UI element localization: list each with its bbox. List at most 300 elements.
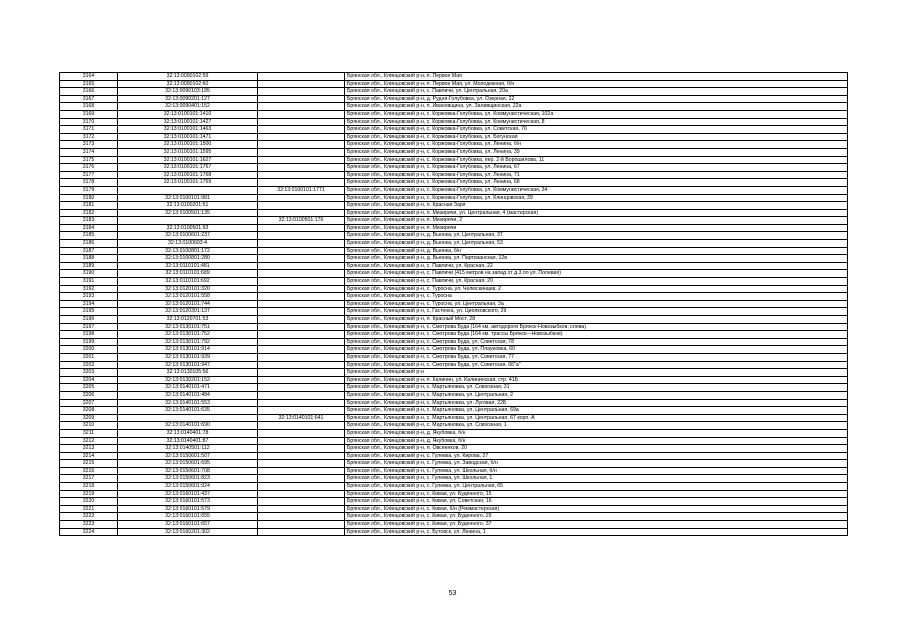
cadastral-number-alt-cell — [258, 80, 345, 88]
cadastral-number-alt-cell — [258, 156, 345, 164]
table-row — [60, 384, 848, 392]
table-body — [60, 73, 848, 536]
row-number-cell: 3189 — [60, 262, 118, 270]
row-number-cell: 3173 — [60, 141, 118, 149]
table-row — [60, 521, 848, 529]
cadastral-number-alt-cell — [258, 475, 345, 483]
table-row — [60, 505, 848, 513]
cadastral-number-cell: 32:13:0130101:752 — [118, 331, 258, 339]
address-cell: Брянская обл., Клинцовский р-н, с. Киваи, ул. Буденного, 37 — [345, 521, 848, 529]
table-row — [60, 209, 848, 217]
cadastral-number-cell: 32:13:0110101:481 — [118, 262, 258, 270]
address-cell: Брянская обл., Клинцовский р-н, с. Коржовка-Голубовка, пер. 2-й Ворошилова, 11 — [345, 156, 848, 164]
row-number-cell: 3203 — [60, 369, 118, 377]
cadastral-number-cell: 32:13:0100603:4 — [118, 240, 258, 248]
row-number-cell: 3213 — [60, 445, 118, 453]
cadastral-number-alt-cell — [258, 240, 345, 248]
row-number-cell: 3211 — [60, 429, 118, 437]
cadastral-number-alt-cell — [258, 483, 345, 491]
address-cell: Брянская обл., Клинцовский р-н — [345, 369, 848, 377]
table-row — [60, 338, 848, 346]
row-number-cell: 3185 — [60, 232, 118, 240]
row-number-cell: 3214 — [60, 452, 118, 460]
table-row — [60, 202, 848, 210]
cadastral-number-alt-cell — [258, 429, 345, 437]
cadastral-number-cell: 32:13:0100601:237 — [118, 232, 258, 240]
cadastral-number-alt-cell — [258, 338, 345, 346]
address-cell: Брянская обл., Клинцовский р-н, д. Вьюнка, ул. Партизанская, 12в — [345, 255, 848, 263]
address-cell: Брянская обл., Клинцовский р-н, с. Туросна — [345, 293, 848, 301]
address-cell: Брянская обл., Клинцовский р-н, д. Якубовка, б/н — [345, 429, 848, 437]
address-cell: Брянская обл., Клинцовский р-н, с. Киваи, б/н (Реммастерская) — [345, 505, 848, 513]
row-number-cell: 3188 — [60, 255, 118, 263]
row-number-cell: 3215 — [60, 460, 118, 468]
cadastral-number-cell: 32:13:0100101:1767 — [118, 164, 258, 172]
cadastral-number-alt-cell — [258, 498, 345, 506]
cadastral-number-alt-cell — [258, 407, 345, 415]
table-row — [60, 262, 848, 270]
cadastral-number-cell: 32:13:0130101:792 — [118, 338, 258, 346]
address-cell: Брянская обл., Клинцовский р-н, с. Коржовка-Голубовка, ул. Коммунистическая, 34 — [345, 186, 848, 194]
cadastral-number-cell: 32:13:0090102:60 — [118, 80, 258, 88]
cadastral-number-alt-cell — [258, 452, 345, 460]
cadastral-number-cell: 32:13:0100101:1427 — [118, 118, 258, 126]
row-number-cell: 3206 — [60, 391, 118, 399]
cadastral-number-cell: 32:13:0130101:751 — [118, 323, 258, 331]
address-cell: Брянская обл., Клинцовский р-н, с. Мартьяновка, ул. Совхозная, 31 — [345, 384, 848, 392]
table-row — [60, 73, 848, 81]
table-row — [60, 88, 848, 96]
cadastral-number-alt-cell — [258, 384, 345, 392]
address-cell: Брянская обл., Клинцовский р-н, с. Коржовка-Голубовка, ул. Ленина, 71 — [345, 171, 848, 179]
table-row — [60, 148, 848, 156]
address-cell: Брянская обл., Клинцовский р-н, с. Коржовка-Голубовка, ул. Богунская — [345, 133, 848, 141]
table-row — [60, 118, 848, 126]
cadastral-number-cell: 32:13:0110101:689 — [118, 270, 258, 278]
table-row — [60, 346, 848, 354]
address-cell: Брянская обл., Клинцовский р-н, с. Киваи, ул. Буденного, 15 — [345, 490, 848, 498]
table-row — [60, 399, 848, 407]
cadastral-number-cell: 32:13:0140101:690 — [118, 422, 258, 430]
cadastral-number-alt-cell — [258, 285, 345, 293]
row-number-cell: 3193 — [60, 293, 118, 301]
table-row — [60, 300, 848, 308]
cadastral-number-alt-cell: 32:13:0100101:1771 — [258, 186, 345, 194]
cadastral-number-cell: 32:13:0100501:135 — [118, 209, 258, 217]
row-number-cell: 3191 — [60, 278, 118, 286]
page-number: 53 — [448, 590, 457, 597]
cadastral-number-cell: 32:13:0100801:172 — [118, 247, 258, 255]
row-number-cell: 3197 — [60, 323, 118, 331]
address-cell: Брянская обл., Клинцовский р-н, с. Павличи, ул. Красная, 20 — [345, 278, 848, 286]
cadastral-number-cell: 32:13:0130101:914 — [118, 346, 258, 354]
address-cell: Брянская обл., Клинцовский р-н, с. Коржовка-Голубовка, ул. Ленина, б/н — [345, 141, 848, 149]
cadastral-number-alt-cell — [258, 73, 345, 81]
cadastral-number-cell: 32:13:0140101:635 — [118, 407, 258, 415]
table-row — [60, 95, 848, 103]
address-cell: Брянская обл., Клинцовский р-н, с. Смотрова Буда, ул. Советская, 66"а" — [345, 361, 848, 369]
cadastral-number-cell: 32:13:0100101:1463 — [118, 126, 258, 134]
address-cell: Брянская обл., Клинцовский р-н, д. Рудня-Голубовка, ул. Озерная, 22 — [345, 95, 848, 103]
cadastral-number-alt-cell — [258, 179, 345, 187]
cadastral-number-cell: 32:13:0100101:1595 — [118, 148, 258, 156]
address-cell: Брянская обл., Клинцовский р-н, п. Овсеенков, 20 — [345, 445, 848, 453]
cadastral-number-cell: 32:13:0160101:655 — [118, 513, 258, 521]
table-row — [60, 164, 848, 172]
row-number-cell: 3198 — [60, 331, 118, 339]
address-cell: Брянская обл., Клинцовский р-н, п. Мизиричи, ул. Центральная, 4 (мастерская) — [345, 209, 848, 217]
cadastral-number-cell: 32:13:0120701:53 — [118, 316, 258, 324]
row-number-cell: 3165 — [60, 80, 118, 88]
cadastral-number-alt-cell — [258, 323, 345, 331]
row-number-cell: 3181 — [60, 202, 118, 210]
cadastral-number-cell: 32:13:0130101:947 — [118, 361, 258, 369]
cadastral-number-cell: 32:13:0130105:56 — [118, 369, 258, 377]
table-row — [60, 407, 848, 415]
cadastral-number-alt-cell — [258, 490, 345, 498]
address-cell: Брянская обл., Клинцовский р-н, п. Ивановщина, ул. Заливщинская, 22а — [345, 103, 848, 111]
address-cell: Брянская обл., Клинцовский р-н, с. Павличи (415 метров на запад от д.3 по ул. Полевая) — [345, 270, 848, 278]
property-table — [59, 72, 848, 536]
row-number-cell: 3216 — [60, 467, 118, 475]
address-cell: Брянская обл., Клинцовский р-н, д. Якубовка, б/н — [345, 437, 848, 445]
address-cell: Брянская обл., Клинцовский р-н, с. Коржовка-Голубовка, ул. Ленина, 39 — [345, 148, 848, 156]
table-row — [60, 133, 848, 141]
cadastral-number-alt-cell — [258, 505, 345, 513]
cadastral-number-alt-cell — [258, 224, 345, 232]
cadastral-number-cell: 32:13:0150601:695 — [118, 460, 258, 468]
table-row — [60, 513, 848, 521]
cadastral-number-alt-cell — [258, 445, 345, 453]
row-number-cell: 3199 — [60, 338, 118, 346]
cadastral-number-cell: 32:13:0120101:744 — [118, 300, 258, 308]
row-number-cell: 3166 — [60, 88, 118, 96]
address-cell: Брянская обл., Клинцовский р-н, с. Коржовка-Голубовка, ул. Ленина, 68 — [345, 179, 848, 187]
table-row — [60, 255, 848, 263]
row-number-cell: 3164 — [60, 73, 118, 81]
row-number-cell: 3194 — [60, 300, 118, 308]
address-cell: Брянская обл., Клинцовский р-н, с. Коржовка-Голубовка, ул. Ленина, 67 — [345, 164, 848, 172]
row-number-cell: 3169 — [60, 110, 118, 118]
table-row — [60, 323, 848, 331]
table-row — [60, 361, 848, 369]
cadastral-number-cell: 32:13:0090103:195 — [118, 88, 258, 96]
cadastral-number-cell: 32:13:0120101:320 — [118, 285, 258, 293]
address-cell: Брянская обл., Клинцовский р-н, с. Киваи, ул. Советская, 16 — [345, 498, 848, 506]
cadastral-number-alt-cell — [258, 278, 345, 286]
row-number-cell: 3202 — [60, 361, 118, 369]
table-row — [60, 126, 848, 134]
row-number-cell: 3222 — [60, 513, 118, 521]
cadastral-number-alt-cell — [258, 88, 345, 96]
cadastral-number-alt-cell — [258, 422, 345, 430]
table-row — [60, 452, 848, 460]
address-cell: Брянская обл., Клинцовский р-н, с. Коржовка-Голубовка, ул. Коммунистическая, 102а — [345, 110, 848, 118]
table-row — [60, 422, 848, 430]
table-row — [60, 240, 848, 248]
row-number-cell: 3221 — [60, 505, 118, 513]
cadastral-number-alt-cell — [258, 141, 345, 149]
cadastral-number-cell: 32:13:0160101:657 — [118, 521, 258, 529]
table-row — [60, 376, 848, 384]
cadastral-number-cell: 32:13:0150601:708 — [118, 467, 258, 475]
address-cell: Брянская обл., Клинцовский р-н, с. Смотрова Буда (164 км. трассы Брянск—Новозыбков) — [345, 331, 848, 339]
table-row — [60, 483, 848, 491]
table-row — [60, 156, 848, 164]
cadastral-number-alt-cell — [258, 308, 345, 316]
address-cell: Брянская обл., Клинцовский р-н, п. Красный Мост, 28 — [345, 316, 848, 324]
table-row — [60, 186, 848, 194]
address-cell: Брянская обл., Клинцовский р-н, с. Смотрова Буда, ул. Плауновка, 60 — [345, 346, 848, 354]
address-cell: Брянская обл., Клинцовский р-н, с. Павличи, ул. Центральная, 20а — [345, 88, 848, 96]
table-row — [60, 369, 848, 377]
row-number-cell: 3175 — [60, 156, 118, 164]
cadastral-number-alt-cell — [258, 316, 345, 324]
cadastral-number-cell: 32:13:0090201:127 — [118, 95, 258, 103]
cadastral-number-alt-cell — [258, 148, 345, 156]
row-number-cell: 3217 — [60, 475, 118, 483]
row-number-cell: 3180 — [60, 194, 118, 202]
address-cell: Брянская обл., Клинцовский р-н, с. Гулевка, ул. Центральная, 65 — [345, 483, 848, 491]
address-cell: Брянская обл., Клинцовский р-н, п. Калинин, ул. Калининская, стр. 41Б — [345, 376, 848, 384]
table-row — [60, 467, 848, 475]
address-cell: Брянская обл., Клинцовский р-н, с. Гастенка, ул. Циолковского, 29 — [345, 308, 848, 316]
cadastral-number-cell: 32:13:0140101:553 — [118, 399, 258, 407]
cadastral-number-alt-cell — [258, 361, 345, 369]
table-row — [60, 270, 848, 278]
address-cell: Брянская обл., Клинцовский р-н, д. Вьюнка, б/н — [345, 247, 848, 255]
row-number-cell: 3178 — [60, 179, 118, 187]
cadastral-number-cell: 32:13:0130101:939 — [118, 353, 258, 361]
table-row — [60, 103, 848, 111]
cadastral-number-alt-cell — [258, 353, 345, 361]
row-number-cell: 3168 — [60, 103, 118, 111]
address-cell: Брянская обл., Клинцовский р-н, с. Туросна, ул. Челюскинцев, 2 — [345, 285, 848, 293]
table-row — [60, 353, 848, 361]
cadastral-number-cell: 32:13:0130201:152 — [118, 376, 258, 384]
cadastral-number-alt-cell — [258, 126, 345, 134]
address-cell: Брянская обл., Клинцовский р-н, с. Смотрова Буда (164 км. автодороги Брянск-Новозыбков, слева) — [345, 323, 848, 331]
cadastral-number-alt-cell — [258, 270, 345, 278]
cadastral-number-cell: 32:13:0140401:78 — [118, 429, 258, 437]
table-row — [60, 278, 848, 286]
table-row — [60, 490, 848, 498]
row-number-cell: 3223 — [60, 521, 118, 529]
table-row — [60, 460, 848, 468]
cadastral-number-cell: 32:13:0140101:471 — [118, 384, 258, 392]
address-cell: Брянская обл., Клинцовский р-н, с. Павличи, ул. Красная, 22 — [345, 262, 848, 270]
table-row — [60, 429, 848, 437]
address-cell: Брянская обл., Клинцовский р-н, с. Коржовка-Голубовка, ул. Советская, 70 — [345, 126, 848, 134]
cadastral-number-alt-cell — [258, 262, 345, 270]
address-cell: Брянская обл., Клинцовский р-н, с. Гулевка, ул. Заводская, б/н — [345, 460, 848, 468]
table-row — [60, 316, 848, 324]
table-row — [60, 437, 848, 445]
table-row — [60, 475, 848, 483]
row-number-cell: 3186 — [60, 240, 118, 248]
cadastral-number-cell: 32:13:0100101:1410 — [118, 110, 258, 118]
row-number-cell: 3182 — [60, 209, 118, 217]
row-number-cell: 3190 — [60, 270, 118, 278]
address-cell: Брянская обл., Клинцовский р-н, с. Киваи, ул. Буденного, 29 — [345, 513, 848, 521]
address-cell: Брянская обл., Клинцовский р-н, п. Первое Мая — [345, 73, 848, 81]
address-cell: Брянская обл., Клинцовский р-н, п. Красная Заря — [345, 202, 848, 210]
row-number-cell: 3201 — [60, 353, 118, 361]
address-cell: Брянская обл., Клинцовский р-н, с. Бутовск, ул. Ленина, 1 — [345, 528, 848, 536]
row-number-cell: 3172 — [60, 133, 118, 141]
table-row — [60, 285, 848, 293]
row-number-cell: 3219 — [60, 490, 118, 498]
cadastral-number-cell: 32:13:0100501:93 — [118, 224, 258, 232]
row-number-cell: 3167 — [60, 95, 118, 103]
row-number-cell: 3187 — [60, 247, 118, 255]
cadastral-number-cell: 32:13:0100101:1768 — [118, 171, 258, 179]
table-row — [60, 217, 848, 225]
cadastral-number-alt-cell — [258, 369, 345, 377]
cadastral-number-cell: 32:13:0100101:981 — [118, 194, 258, 202]
cadastral-number-alt-cell — [258, 331, 345, 339]
address-cell: Брянская обл., Клинцовский р-н, с. Гулевка, ул. Школьная, б/н — [345, 467, 848, 475]
table-row — [60, 528, 848, 536]
cadastral-number-alt-cell — [258, 164, 345, 172]
row-number-cell: 3176 — [60, 164, 118, 172]
table-row — [60, 414, 848, 422]
table-row — [60, 80, 848, 88]
cadastral-number-alt-cell — [258, 255, 345, 263]
cadastral-number-alt-cell — [258, 209, 345, 217]
cadastral-number-alt-cell — [258, 232, 345, 240]
row-number-cell: 3177 — [60, 171, 118, 179]
cadastral-number-cell: 32:13:0100101:1769 — [118, 179, 258, 187]
table-row — [60, 445, 848, 453]
table-row — [60, 247, 848, 255]
cadastral-number-alt-cell — [258, 247, 345, 255]
cadastral-number-alt-cell — [258, 293, 345, 301]
cadastral-number-cell: 32:13:0150601:823 — [118, 475, 258, 483]
table-row — [60, 171, 848, 179]
cadastral-number-alt-cell — [258, 460, 345, 468]
cadastral-number-cell: 32:13:0120301:137 — [118, 308, 258, 316]
cadastral-number-cell: 32:13:0160101:573 — [118, 498, 258, 506]
cadastral-number-cell: 32:13:0110101:692 — [118, 278, 258, 286]
cadastral-number-alt-cell: 32:13:0100501:176 — [258, 217, 345, 225]
cadastral-number-alt-cell — [258, 202, 345, 210]
address-cell: Брянская обл., Клинцовский р-н, с. Смотрова Буда, ул. Советская, 77 — [345, 353, 848, 361]
cadastral-number-alt-cell — [258, 171, 345, 179]
cadastral-number-alt-cell — [258, 399, 345, 407]
row-number-cell: 3209 — [60, 414, 118, 422]
cadastral-number-cell: 32:13:0140101:484 — [118, 391, 258, 399]
row-number-cell: 3218 — [60, 483, 118, 491]
address-cell: Брянская обл., Клинцовский р-н, с. Туросна, ул. Центральная, 3а — [345, 300, 848, 308]
cadastral-number-alt-cell — [258, 521, 345, 529]
cadastral-number-cell: 32:13:0160201:302 — [118, 528, 258, 536]
table-row — [60, 110, 848, 118]
cadastral-number-alt-cell — [258, 528, 345, 536]
address-cell: Брянская обл., Клинцовский р-н, с. Коржовка-Голубовка, ул. Коммунистическая, 8 — [345, 118, 848, 126]
table-row — [60, 194, 848, 202]
cadastral-number-alt-cell — [258, 118, 345, 126]
address-cell: Брянская обл., Клинцовский р-н, с. Коржовка-Голубовка, ул. Клинцовская, 39 — [345, 194, 848, 202]
row-number-cell: 3196 — [60, 316, 118, 324]
row-number-cell: 3212 — [60, 437, 118, 445]
cadastral-number-alt-cell — [258, 513, 345, 521]
table-row — [60, 141, 848, 149]
cadastral-number-alt-cell — [258, 194, 345, 202]
cadastral-number-alt-cell — [258, 376, 345, 384]
address-cell: Брянская обл., Клинцовский р-н, с. Мартьяновка, ул. Центральная, 2 — [345, 391, 848, 399]
row-number-cell: 3200 — [60, 346, 118, 354]
cadastral-number-cell: 32:13:0150601:924 — [118, 483, 258, 491]
row-number-cell: 3183 — [60, 217, 118, 225]
address-cell: Брянская обл., Клинцовский р-н, с. Мартьяновка, ул. Луговая, 22Б — [345, 399, 848, 407]
cadastral-number-cell: 32:13:0090102:59 — [118, 73, 258, 81]
cadastral-number-cell: 32:13:0100101:1500 — [118, 141, 258, 149]
row-number-cell: 3210 — [60, 422, 118, 430]
row-number-cell: 3179 — [60, 186, 118, 194]
row-number-cell: 3170 — [60, 118, 118, 126]
table-row — [60, 391, 848, 399]
cadastral-number-alt-cell — [258, 467, 345, 475]
row-number-cell: 3204 — [60, 376, 118, 384]
cadastral-number-cell — [118, 186, 258, 194]
row-number-cell: 3205 — [60, 384, 118, 392]
address-cell: Брянская обл., Клинцовский р-н, с. Гулевка, ул. Школьная, 1 — [345, 475, 848, 483]
cadastral-number-alt-cell — [258, 300, 345, 308]
address-cell: Брянская обл., Клинцовский р-н, д. Вьюнка, ул. Центральная, 37 — [345, 232, 848, 240]
address-cell: Брянская обл., Клинцовский р-н, с. Смотрова Буда, ул. Советская, 78 — [345, 338, 848, 346]
table-row — [60, 293, 848, 301]
row-number-cell: 3195 — [60, 308, 118, 316]
cadastral-number-cell: 32:13:0140501:112 — [118, 445, 258, 453]
cadastral-number-cell: 32:13:0100101:1471 — [118, 133, 258, 141]
address-cell: Брянская обл., Клинцовский р-н, п. Мизиричи — [345, 224, 848, 232]
row-number-cell: 3208 — [60, 407, 118, 415]
cadastral-number-alt-cell — [258, 133, 345, 141]
cadastral-number-alt-cell — [258, 391, 345, 399]
cadastral-number-alt-cell — [258, 437, 345, 445]
row-number-cell: 3174 — [60, 148, 118, 156]
cadastral-number-cell: 32:13:0160101:437 — [118, 490, 258, 498]
cadastral-number-cell — [118, 217, 258, 225]
address-cell: Брянская обл., Клинцовский р-н, с. Мартьяновка, ул. Совхозная, 1 — [345, 422, 848, 430]
address-cell: Брянская обл., Клинцовский р-н, с. Гулевка, ул. Кирова, 27 — [345, 452, 848, 460]
row-number-cell: 3171 — [60, 126, 118, 134]
row-number-cell: 3224 — [60, 528, 118, 536]
table-row — [60, 232, 848, 240]
cadastral-number-alt-cell: 32:13:0140101:641 — [258, 414, 345, 422]
table-row — [60, 179, 848, 187]
cadastral-number-cell: 32:13:0140401:87 — [118, 437, 258, 445]
table-row — [60, 498, 848, 506]
cadastral-number-cell: 32:13:0120101:558 — [118, 293, 258, 301]
cadastral-number-cell — [118, 414, 258, 422]
cadastral-number-cell: 32:13:0100201:51 — [118, 202, 258, 210]
row-number-cell: 3184 — [60, 224, 118, 232]
cadastral-number-alt-cell — [258, 346, 345, 354]
address-cell: Брянская обл., Клинцовский р-н, с. Мартьяновка, ул. Центральная, 67 корп. А — [345, 414, 848, 422]
cadastral-number-alt-cell — [258, 110, 345, 118]
address-cell: Брянская обл., Клинцовский р-н, п. Первое Мая, ул. Молодежная, б/н — [345, 80, 848, 88]
row-number-cell: 3192 — [60, 285, 118, 293]
cadastral-number-cell: 32:13:0160101:579 — [118, 505, 258, 513]
cadastral-number-cell: 32:13:0100101:1627 — [118, 156, 258, 164]
cadastral-number-cell: 32:13:0100801:280 — [118, 255, 258, 263]
cadastral-number-cell: 32:13:0150601:507 — [118, 452, 258, 460]
address-cell: Брянская обл., Клинцовский р-н, д. Вьюнка, ул. Центральная, 53 — [345, 240, 848, 248]
cadastral-number-alt-cell — [258, 95, 345, 103]
cadastral-number-cell: 32:13:0090401:152 — [118, 103, 258, 111]
